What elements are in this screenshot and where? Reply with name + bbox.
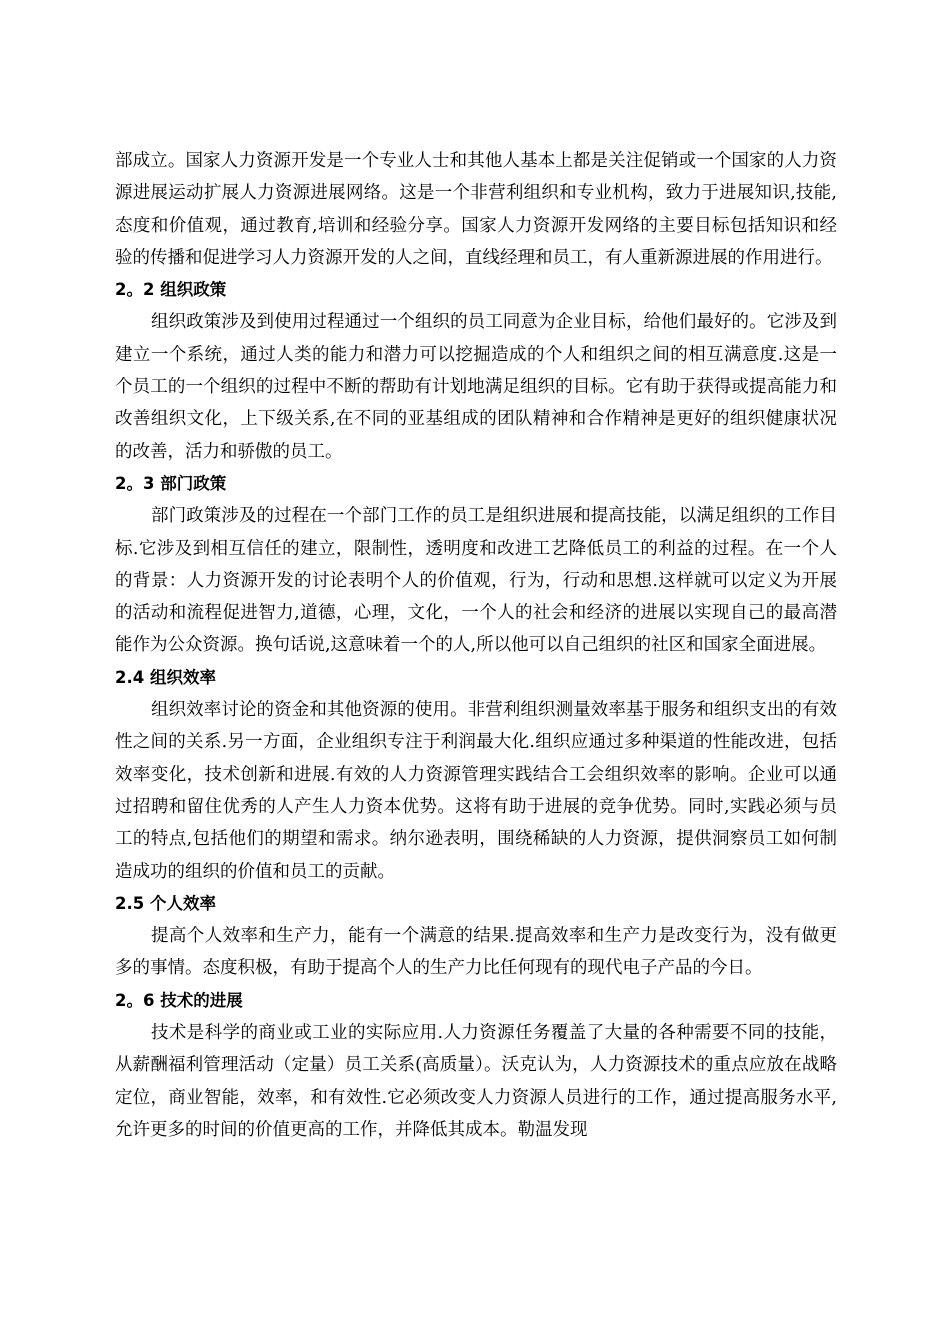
section-heading-tech-progress: 2。6 技术的进展 — [115, 990, 243, 1010]
section-heading-dept-policy: 2。3 部门政策 — [115, 473, 227, 493]
section-body-org-efficiency: 组织效率讨论的资金和其他资源的使用。非营利组织测量效率基于服务和组织支出的有效性之间的关系.另一方面，企业组织专注于利润最大化.组织应通过多种渠道的性能改进，包括效率变化，技术创新和进展.有效的人力资源管理实践结合工会组织效率的影响。企业可以通过招聘和留住优秀的人产生人力资本优势。这将有助于进展的竞争优势。同时,实践必须与员工的特点,包括他们的期望和需求。纳尔逊表明，围绕稀缺的人力资源，提供洞察员工如何制造成功的组织的价值和员工的贡献。 — [115, 700, 837, 882]
section-body-dept-policy: 部门政策涉及的过程在一个部门工作的员工是组织进展和提高技能，以满足组织的工作目标.它涉及到相互信任的建立，限制性，透明度和改进工艺降低员工的利益的过程。在一个人的背景：人力资源开发的讨论表明个人的价值观，行为，行动和思想.这样就可以定义为开展的活动和流程促进智力,道德，心理，文化，一个人的社会和经济的进展以实现自己的最高潜能作为公众资源。换句话说,这意味着一个的人,所以他可以自己组织的社区和国家全面进展。 — [115, 506, 837, 656]
section-heading-org-policy: 2。2 组织政策 — [115, 280, 227, 300]
intro-paragraph: 部成立。国家人力资源开发是一个专业人士和其他人基本上都是关注促销或一个国家的人力资源进展运动扩展人力资源进展网络。这是一个非营利组织和专业机构，致力于进展知识,技能,态度和价值观，通过教育,培训和经验分享。国家人力资源开发网络的主要目标包括知识和经验的传播和促进学习人力资源开发的人之间，直线经理和员工，有人重新源进展的作用进行。 — [115, 151, 837, 268]
section-heading-personal-efficiency: 2.5 个人效率 — [115, 893, 216, 913]
document-page — [115, 145, 837, 1146]
section-body-tech-progress: 技术是科学的商业或工业的实际应用.人力资源任务覆盖了大量的各种需要不同的技能，从薪酬福利管理活动（定量）员工关系(高质量）。沃克认为，人力资源技术的重点应放在战略定位，商业智能，效率，和有效性.它必须改变人力资源人员进行的工作，通过提高服务水平,允许更多的时间的价值更高的工作，并降低其成本。勒温发现 — [115, 1023, 837, 1140]
section-heading-org-efficiency: 2.4 组织效率 — [115, 667, 216, 687]
section-body-personal-efficiency: 提高个人效率和生产力，能有一个满意的结果.提高效率和生产力是改变行为，没有做更多的事情。态度积极，有助于提高个人的生产力比任何现有的现代电子产品的今日。 — [115, 926, 837, 979]
section-body-org-policy: 组织政策涉及到使用过程通过一个组织的员工同意为企业目标，给他们最好的。它涉及到建立一个系统，通过人类的能力和潜力可以挖掘造成的个人和组织之间的相互满意度.这是一个员工的一个组织的过程中不断的帮助有计划地满足组织的目标。它有助于获得或提高能力和改善组织文化，上下级关系,在不同的亚基组成的团队精神和合作精神是更好的组织健康状况的改善，活力和骄傲的员工。 — [115, 312, 837, 462]
